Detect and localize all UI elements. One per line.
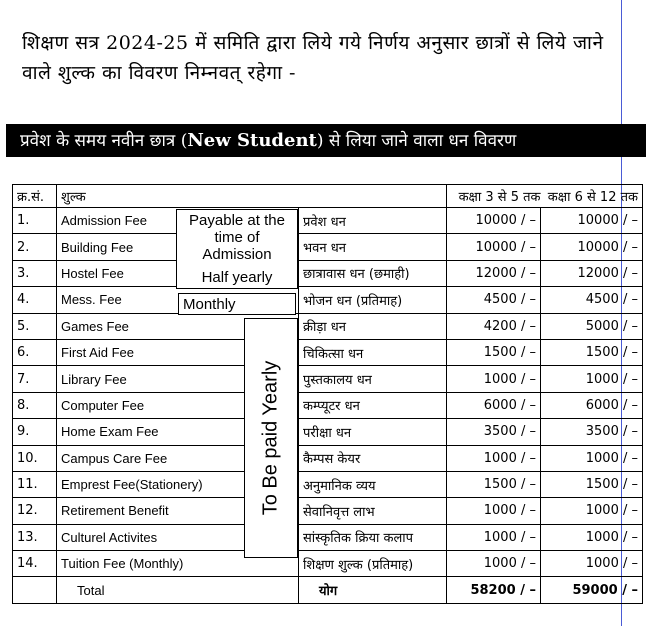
row-fee-name-hindi: सांस्कृतिक क्रिया कलाप: [299, 524, 447, 550]
table-row: [13, 339, 643, 365]
table-row: [13, 445, 643, 471]
new-student-banner: [6, 124, 646, 157]
row-amount-class-3-5: 3500 / –: [447, 419, 541, 445]
row-fee-name-hindi: अनुमानिक व्यय: [299, 471, 447, 497]
row-fee-name-english: Retirement Benefit: [57, 498, 299, 524]
row-amount-class-6-12: 1000 / –: [541, 445, 643, 471]
row-serial-number: 14.: [13, 551, 57, 577]
row-fee-name-english: Hostel Fee: [57, 260, 299, 286]
row-fee-name-hindi: सेवानिवृत्त लाभ: [299, 498, 447, 524]
row-amount-class-6-12: 1000 / –: [541, 524, 643, 550]
row-serial-number: 2.: [13, 234, 57, 260]
table-row: [13, 524, 643, 550]
row-fee-name-hindi: भवन धन: [299, 234, 447, 260]
monthly-note: Monthly: [178, 293, 296, 315]
row-fee-name-english: Tuition Fee (Monthly): [57, 551, 299, 577]
row-amount-class-3-5: 1500 / –: [447, 471, 541, 497]
row-amount-class-6-12: 5000 / –: [541, 313, 643, 339]
row-amount-class-6-12: 1000 / –: [541, 366, 643, 392]
row-amount-class-3-5: 1000 / –: [447, 524, 541, 550]
row-serial-number: 4.: [13, 287, 57, 313]
row-amount-class-6-12: 1000 / –: [541, 551, 643, 577]
row-amount-class-3-5: 12000 / –: [447, 260, 541, 286]
row-amount-class-3-5: 10000 / –: [447, 208, 541, 234]
row-amount-class-3-5: 4500 / –: [447, 287, 541, 313]
row-amount-class-3-5: 1000 / –: [447, 551, 541, 577]
row-amount-class-3-5: 1500 / –: [447, 339, 541, 365]
row-fee-name-english: Emprest Fee(Stationery): [57, 471, 299, 497]
row-amount-class-3-5: 6000 / –: [447, 392, 541, 418]
banner-text-post: ) से लिया जाने वाला धन विवरण: [316, 131, 517, 151]
row-serial-number: 5.: [13, 313, 57, 339]
row-serial-number: 11.: [13, 471, 57, 497]
fee-table: [12, 184, 643, 604]
row-fee-name-hindi: भोजन धन (प्रतिमाह): [299, 287, 447, 313]
table-row: [13, 498, 643, 524]
row-fee-name-english: Home Exam Fee: [57, 419, 299, 445]
row-fee-name-hindi: शिक्षण शुल्क (प्रतिमाह): [299, 551, 447, 577]
table-row: [13, 366, 643, 392]
row-fee-name-english: Mess. Fee: [57, 287, 299, 313]
yearly-note-box: [244, 318, 298, 558]
row-amount-class-6-12: 4500 / –: [541, 287, 643, 313]
row-amount-class-3-5: 1000 / –: [447, 445, 541, 471]
row-amount-class-6-12: 6000 / –: [541, 392, 643, 418]
row-fee-name-english: Library Fee: [57, 366, 299, 392]
total-row: [13, 577, 643, 603]
row-amount-class-3-5: 1000 / –: [447, 366, 541, 392]
row-fee-name-english: Admission Fee: [57, 208, 299, 234]
row-amount-class-6-12: 1500 / –: [541, 471, 643, 497]
row-serial-number: 1.: [13, 208, 57, 234]
yearly-note: To Be paid Yearly: [259, 360, 282, 516]
row-fee-name-hindi: परीक्षा धन: [299, 419, 447, 445]
header-fee: शुल्क: [57, 185, 447, 208]
row-fee-name-hindi: प्रवेश धन: [299, 208, 447, 234]
table-row: [13, 471, 643, 497]
row-serial-number: 6.: [13, 339, 57, 365]
row-serial-number: 13.: [13, 524, 57, 550]
row-fee-name-english: Computer Fee: [57, 392, 299, 418]
table-row: [13, 234, 643, 260]
intro-text: शिक्षण सत्र 2024-25 में समिति द्वारा लिये गये निर्णय अनुसार छात्रों से लिये जाने वाले शुल्क का विवरण निम्नवत् रहेगा -: [22, 32, 604, 84]
row-amount-class-6-12: 12000 / –: [541, 260, 643, 286]
table-row: [13, 313, 643, 339]
table-row: [13, 419, 643, 445]
row-amount-class-6-12: 3500 / –: [541, 419, 643, 445]
row-fee-name-hindi: पुस्तकालय धन: [299, 366, 447, 392]
row-fee-name-english: First Aid Fee: [57, 339, 299, 365]
row-fee-name-hindi: चिकित्सा धन: [299, 339, 447, 365]
row-serial-number: 12.: [13, 498, 57, 524]
row-amount-class-6-12: 10000 / –: [541, 208, 643, 234]
row-serial-number: 8.: [13, 392, 57, 418]
banner-text-bold: New Student: [187, 130, 317, 151]
row-serial-number: 3.: [13, 260, 57, 286]
admission-note-line-3: Admission: [202, 246, 272, 263]
total-label-english: Total: [57, 577, 299, 603]
banner-text-pre: प्रवेश के समय नवीन छात्र (: [20, 131, 188, 151]
table-row: [13, 287, 643, 313]
admission-payment-note: [176, 209, 298, 289]
row-fee-name-english: Building Fee: [57, 234, 299, 260]
row-fee-name-hindi: कम्प्यूटर धन: [299, 392, 447, 418]
row-amount-class-3-5: 1000 / –: [447, 498, 541, 524]
row-fee-name-english: Games Fee: [57, 313, 299, 339]
row-serial-number: 10.: [13, 445, 57, 471]
admission-note-line-1: Payable at the: [189, 212, 285, 229]
table-row: [13, 260, 643, 286]
total-amount-class-3-5: 58200 / –: [447, 577, 541, 603]
admission-note-line-2: time of: [214, 229, 260, 246]
header-class-3-5: कक्षा 3 से 5 तक: [447, 185, 541, 208]
row-amount-class-6-12: 10000 / –: [541, 234, 643, 260]
half-yearly-note: Half yearly: [201, 269, 273, 286]
row-amount-class-3-5: 4200 / –: [447, 313, 541, 339]
total-label-hindi: योग: [299, 577, 447, 603]
table-header-row: [13, 185, 643, 208]
row-fee-name-hindi: क्रीड़ा धन: [299, 313, 447, 339]
row-fee-name-english: Campus Care Fee: [57, 445, 299, 471]
total-amount-class-6-12: 59000 / –: [541, 577, 643, 603]
row-amount-class-3-5: 10000 / –: [447, 234, 541, 260]
table-row: [13, 208, 643, 234]
row-fee-name-english: Culturel Activites: [57, 524, 299, 550]
table-row: [13, 551, 643, 577]
row-amount-class-6-12: 1500 / –: [541, 339, 643, 365]
row-serial-number: 9.: [13, 419, 57, 445]
header-sn: क्र.सं.: [13, 185, 57, 208]
row-amount-class-6-12: 1000 / –: [541, 498, 643, 524]
total-serial-cell: [13, 577, 57, 603]
row-serial-number: 7.: [13, 366, 57, 392]
row-fee-name-hindi: कैम्पस केयर: [299, 445, 447, 471]
table-row: [13, 392, 643, 418]
row-fee-name-hindi: छात्रावास धन (छमाही): [299, 260, 447, 286]
header-class-6-12: कक्षा 6 से 12 तक: [541, 185, 643, 208]
